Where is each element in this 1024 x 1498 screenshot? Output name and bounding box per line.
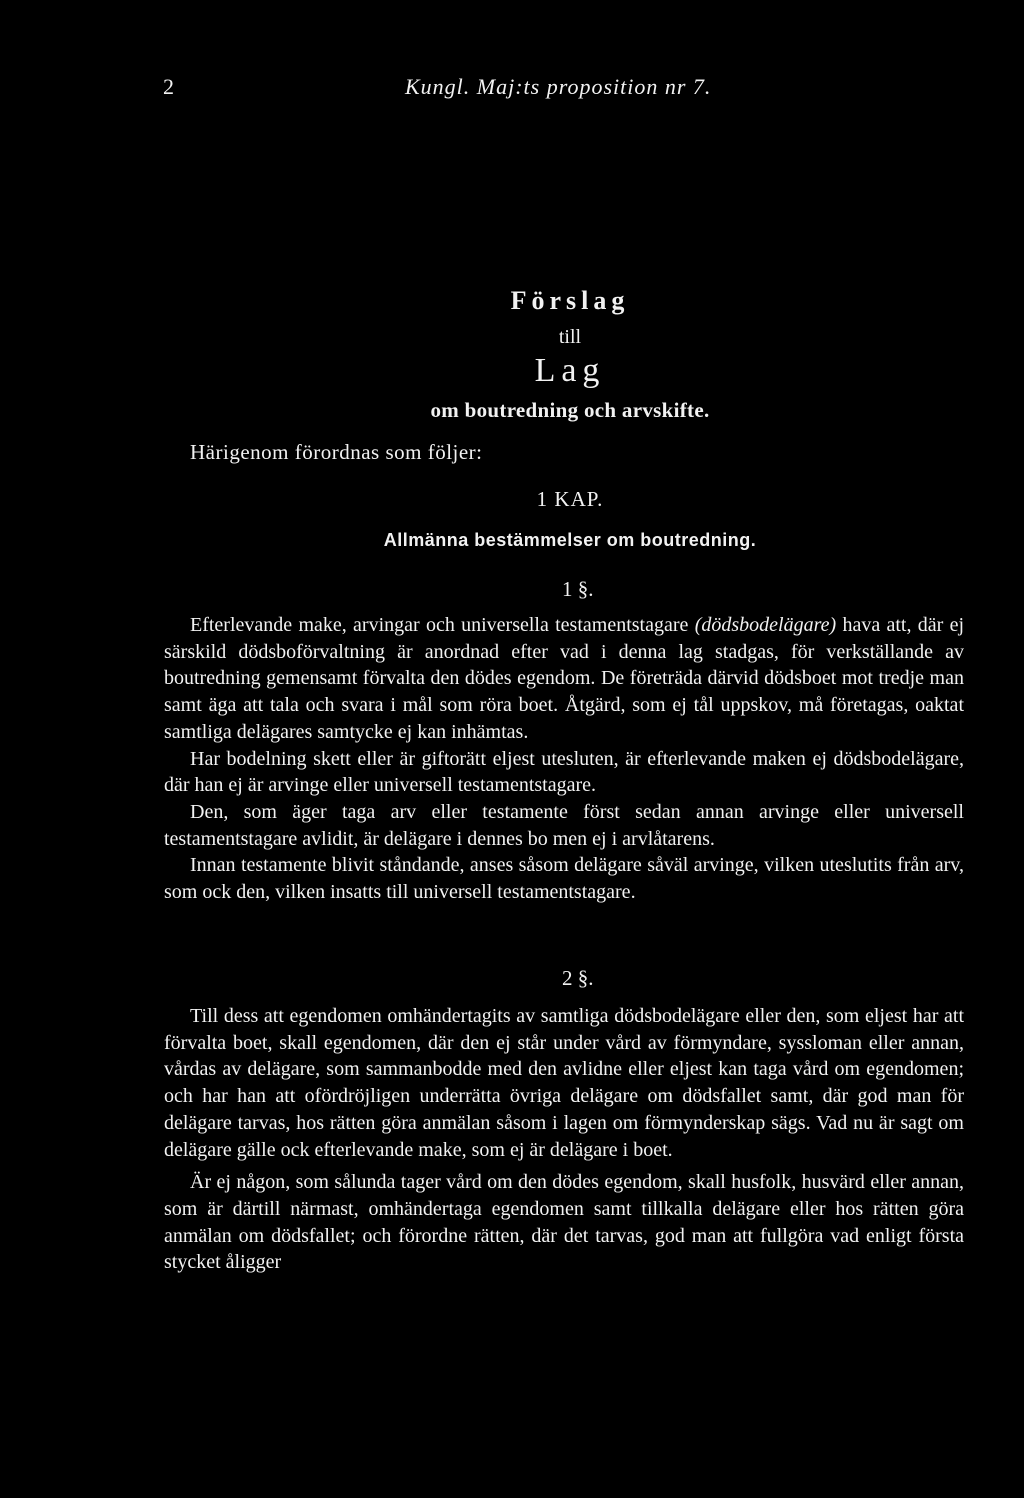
section-2-paragraph-2: Är ej någon, som sålunda tager vård om den dödes egendom, skall husfolk, husvärd eller annan, som är därtill närmast, omhändertaga egendomen samt tillkalla delägare eller hos rätten göra anmälan om dödsfallet; och förordne rätten, där det tarvas, god man att fullgöra vad enligt första stycket åligger [164, 1171, 964, 1274]
section-1-defined-term: (dödsbodelägare) [694, 614, 837, 636]
law-name: om boutredning och arvskifte. [430, 398, 710, 422]
section-1-paragraph-4: Innan testamente blivit ståndande, anses såsom delägare såväl arvinge, vilken uteslutits från arv, som ock den, vilken insatts till universell testamentstagare. [164, 854, 964, 904]
enactment-preamble: Härigenom förordnas som följer: [190, 440, 483, 464]
running-title: Kungl. Maj:ts proposition nr 7. [405, 74, 712, 99]
section-1-paragraph-2: Har bodelning skett eller är giftorätt eljest utesluten, är efterlevande maken ej dödsbodelägare, där han ej är arvinge eller universell testamentstagare. [164, 747, 964, 797]
section-2-paragraph-1: Till dess att egendomen omhändertagits av samtliga dödsbodelägare eller den, som eljest har att förvalta boet, skall egendomen, där den ej står under vård av förmyndare, syssloman eller annan, vårdas av delägare, som sammanbodde med den avlidne eller eljest kan taga vård om egendomen; och har han att ofördröjligen underrätta övriga delägare om dödsfallet samt, där god man för delägare tarvas, hos rätten göra anmälan såsom i lagen om förmynderskap sägs. Vad nu är sagt om delägare gälle ock efterlevande make, som ej är delägare i boet. [164, 1005, 964, 1161]
proposal-till: till [558, 326, 582, 348]
chapter-heading: Allmänna bestämmelser om boutredning. [383, 530, 757, 550]
section-1-paragraph-3: Den, som äger taga arv eller testamente först sedan annan arvinge eller universell testamentstagare avlidit, är delägare i dennes bo men ej i arvlåtarens. [164, 800, 964, 850]
section-1-mark: 1 §. [562, 577, 594, 601]
section-2-text [164, 1003, 964, 1276]
page-header [163, 74, 963, 104]
section-2-mark: 2 §. [562, 966, 594, 990]
section-1-text [164, 612, 964, 906]
law-heading: Lag [534, 352, 606, 389]
section-1-p1-lead: Efterlevande make, arvingar och universella testamentstagare [190, 614, 695, 636]
page-number: 2 [163, 74, 174, 99]
proposal-heading: Förslag [510, 286, 630, 315]
section-1-p1-rest: hava att, där ej särskild dödsboförvaltning är anordnad efter vad i denna lag stadgas, för verkställande av boutredning gemensamt förvalta den dödes egendom. De företräda därvid dödsboet mot tredje man samt äga att tala och svara i mål som röra boet. Åtgärd, som ej tål uppskov, må företagas, oaktat samtliga delägares samtycke ej kan inhämtas. [164, 614, 964, 743]
chapter-number: 1 KAP. [536, 487, 604, 511]
section-1-paragraph-1 [164, 612, 964, 746]
